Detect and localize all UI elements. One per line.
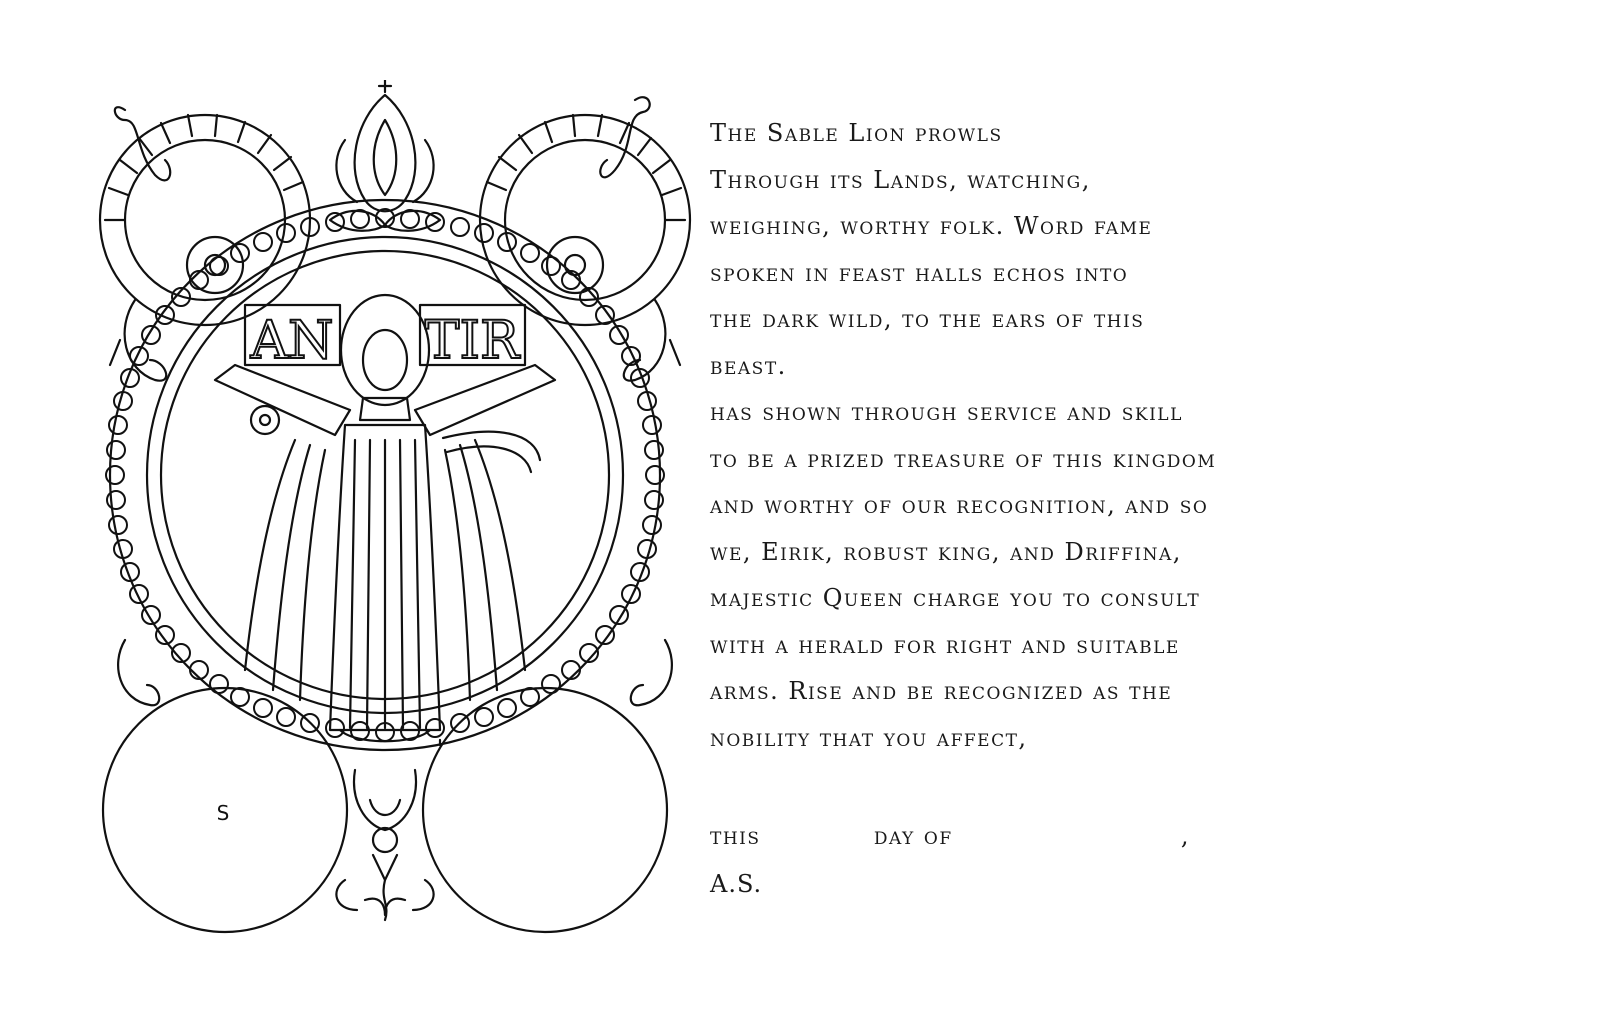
banner-an: AN <box>250 311 334 371</box>
bottom-fleur <box>336 770 433 920</box>
banner-tir: TIR <box>424 311 520 371</box>
scroll-line-5: the dark wild, to the ears of this <box>710 305 1145 333</box>
date-line <box>710 822 1190 850</box>
scroll-line-11: majestic Queen charge you to consult <box>710 584 1201 612</box>
scroll-line-4: spoken in feast halls echos into <box>710 258 1129 287</box>
scroll-line-8: to be a prized treasure of this kingdom <box>710 444 1217 473</box>
scroll-line-3: weighing, worthy folk. Word fame <box>710 212 1153 240</box>
date-comma: , <box>1180 822 1191 850</box>
scroll-text <box>710 110 1230 761</box>
date-this: this <box>710 822 761 850</box>
scroll-line-13: arms. Rise and be recognized as the <box>710 677 1173 705</box>
scroll-line-9: and worthy of our recognition, and so <box>710 491 1209 519</box>
scroll-line-10: we, Eirik, robust king, and Driffina, <box>710 537 1182 566</box>
fan-roundel-right <box>480 115 690 325</box>
fan-roundel-left <box>100 115 310 325</box>
date-day-of: day of <box>873 822 953 850</box>
side-circle-mark: S <box>216 801 230 825</box>
scroll-line-1: The Sable Lion prowls <box>710 119 1003 147</box>
date-as: A.S. <box>710 870 763 898</box>
scroll-line-12: with a herald for right and suitable <box>710 630 1180 659</box>
scroll-line-2: Through its Lands, watching, <box>710 165 1091 194</box>
illuminated-border <box>95 80 695 960</box>
scroll-line-14: nobility that you affect, <box>710 723 1028 752</box>
scroll-line-6: beast. <box>710 351 787 380</box>
side-circle-right <box>423 688 667 932</box>
scroll-line-7: has shown through service and skill <box>710 398 1183 426</box>
